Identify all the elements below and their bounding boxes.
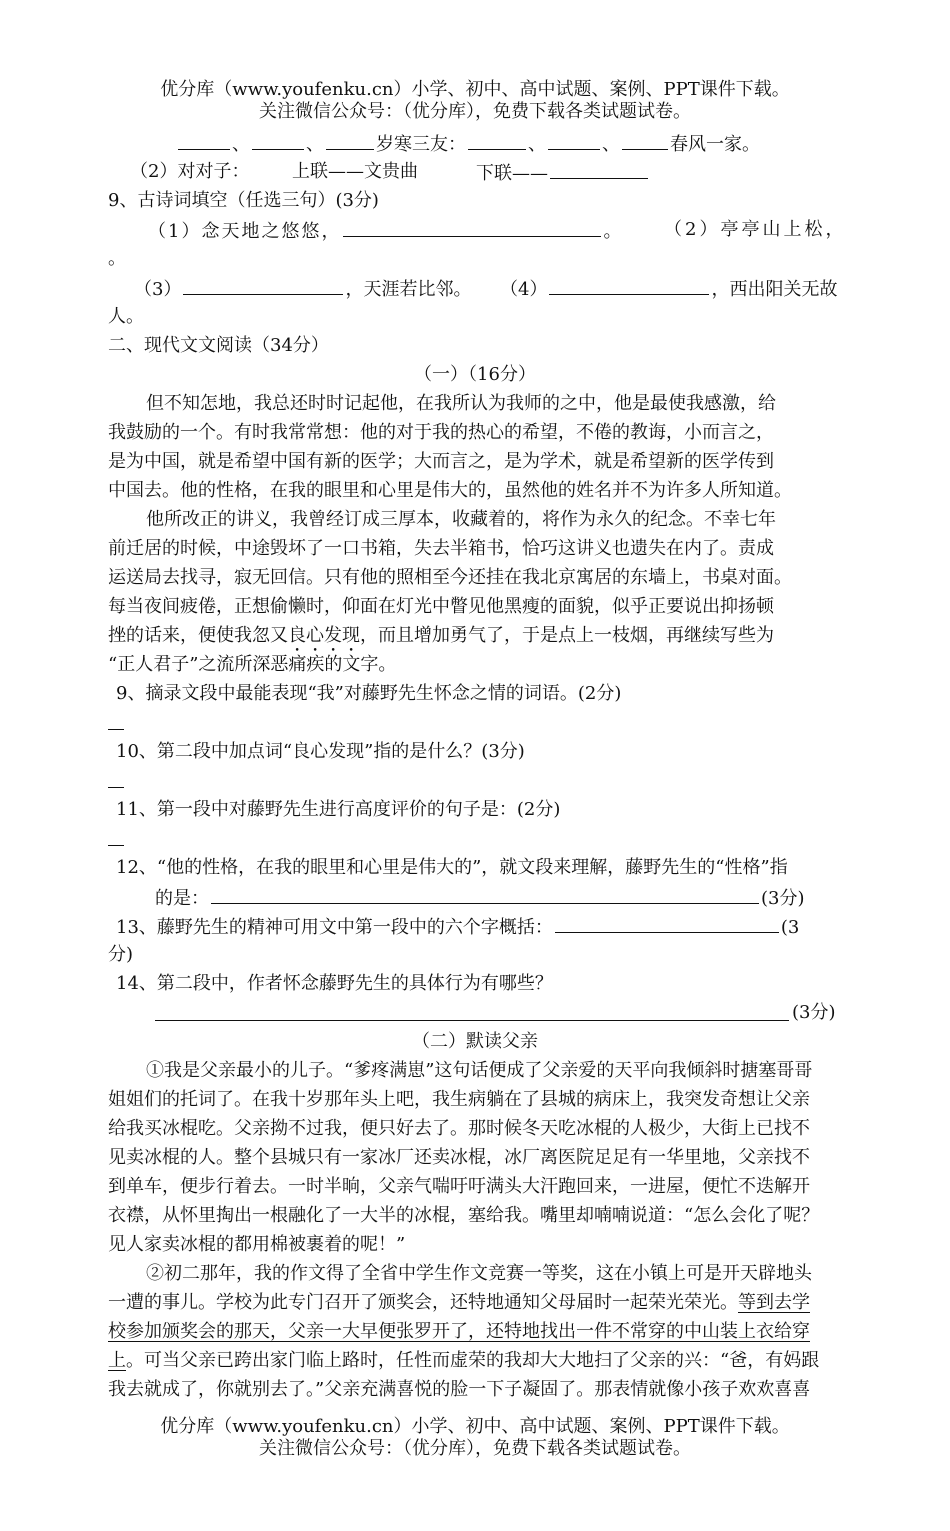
answer-blank[interactable] — [468, 131, 526, 150]
q13-answer-blank[interactable] — [555, 914, 779, 933]
passage2-line: 见人家卖冰棍的都用棉被裹着的呢！” — [108, 1234, 406, 1255]
answer-blank[interactable] — [326, 131, 374, 150]
answer-line[interactable] — [108, 729, 124, 730]
passage1-line: 但不知怎地，我总还时时记起他，在我所认为我师的之中，他是最使我感激，给 — [146, 393, 776, 414]
passage2-underlined-line: 校参加颁奖会的那天，父亲一大早便张罗开了，还特地找出一件不常穿的中山装上衣给穿 — [108, 1321, 810, 1342]
text-run: 一遭的事儿。学校为此专门召开了颁奖会，还特地通知父母届时一起荣光荣光。 — [108, 1292, 738, 1313]
poem-item-2-cont: 。 — [108, 248, 126, 269]
passage2-line — [108, 1291, 810, 1315]
passage2-line: ①我是父亲最小的儿子。“爹疼满崽”这句话便成了父亲爱的天平向我倾斜时搪塞哥哥 — [146, 1060, 813, 1081]
passage1-line — [108, 624, 774, 656]
header-line-2: 关注微信公众号：（优分库），免费下载各类试题试卷。 — [259, 101, 691, 122]
passage2-line: 衣襟，从怀里掏出一根融化了一大半的冰棍，塞给我。嘴里却喃喃说道：“怎么会化了呢？ — [108, 1205, 820, 1226]
question-12-line-2 — [155, 885, 805, 911]
poem-item-1 — [148, 218, 623, 244]
q13-label: 13、藤野先生的精神可用文中第一段中的六个字概括： — [116, 917, 553, 938]
question-11: 11、第一段中对藤野先生进行高度评价的句子是：(2分) — [116, 799, 561, 820]
question-13-cont: 分) — [108, 944, 134, 965]
underlined-text: 上 — [108, 1350, 126, 1371]
passage1-line: 中国去。他的性格，在我的眼里和心里是伟大的，虽然他的姓名并不为许多人所知道。 — [108, 480, 792, 501]
question-14: 14、第二段中，作者怀念藤野先生的具体行为有哪些？ — [116, 973, 553, 994]
q12-answer-blank[interactable] — [211, 885, 759, 904]
chun-feng-label: 春风一家。 — [670, 134, 760, 155]
question-12-line-1: 12、“他的性格，在我的眼里和心里是伟大的”，就文段来理解，藤野先生的“性格”指 — [116, 857, 788, 878]
question-9: 9、摘录文段中最能表现“我”对藤野先生怀念之情的词语。(2分) — [116, 683, 622, 704]
q13-score: (3 — [780, 917, 800, 938]
xialian-blank[interactable] — [550, 160, 648, 179]
passage1-line: “正人君子”之流所深恶痛疾的文字。 — [108, 654, 397, 675]
part-2-title: （二）默读父亲 — [412, 1031, 538, 1052]
q12-label: 的是： — [155, 888, 209, 909]
q14-score: (3分) — [792, 1002, 836, 1023]
q14-answer-line[interactable] — [155, 1020, 789, 1021]
passage2-line: 我去就成了，你就别去了。”父亲充满喜悦的脸一下子凝固了。那表情就像小孩子欢欢喜喜 — [108, 1379, 811, 1400]
passage2-line: 见卖冰棍的人。整个县城只有一家冰厂还卖冰棍，冰厂离医院足足有一华里地，父亲找不 — [108, 1147, 810, 1168]
answer-blank[interactable] — [622, 131, 668, 150]
shanglian: 上联——文贵曲 — [292, 161, 418, 182]
passage1-line: 我鼓励的一个。有时我常常想：他的对于我的热心的希望，不倦的教诲，小而言之， — [108, 422, 774, 443]
separator: 、 — [232, 134, 250, 155]
answer-blank[interactable] — [548, 131, 600, 150]
poem-question-title: 9、古诗词填空（任选三句）(3分) — [108, 190, 379, 211]
text-run: ，而且增加勇气了，于是点上一枝烟，再继续写些为 — [360, 625, 774, 646]
separator: 、 — [306, 134, 324, 155]
poem-4-blank[interactable] — [549, 276, 709, 295]
header-line-1: 优分库（www.youfenku.cn）小学、初中、高中试题、案例、PPT课件下载。 — [160, 79, 790, 100]
section-2-title: 二、现代文文阅读（34分） — [108, 335, 329, 356]
passage1-line: 是为中国，就是希望中国有新的医学；大而言之，是为学术，就是希望新的医学传到 — [108, 451, 774, 472]
poem-3-suffix: ，天涯若比邻。 — [345, 279, 472, 300]
passage2-line: 到单车，便步行着去。一时半晌，父亲气喘吁吁满头大汗跑回来，一进屋，便忙不迭解开 — [108, 1176, 810, 1197]
passage1-line: 每当夜间疲倦，正想偷懒时，仰面在灯光中瞥见他黑瘦的面貌，似乎正要说出抑扬顿 — [108, 596, 774, 617]
passage1-line: 前迁居的时候，中途毁坏了一口书箱，失去半箱书，恰巧这讲义也遗失在内了。责成 — [108, 538, 774, 559]
xialian-label: 下联—— — [476, 163, 548, 184]
q8-part2-label: （2）对对子： — [130, 161, 250, 182]
dotted-term: 良心发现 — [288, 625, 360, 646]
q12-score: (3分) — [761, 888, 805, 909]
poem-1-end: 。 — [603, 221, 624, 242]
passage2-line — [108, 1349, 819, 1373]
poem-1-label: （1）念天地之悠悠， — [148, 221, 342, 242]
question-13 — [116, 914, 799, 940]
passage1-line: 运送局去找寻，寂无回信。只有他的照相至今还挂在我北京寓居的东墙上，书桌对面。 — [108, 567, 792, 588]
passage2-line: ②初二那年，我的作文得了全省中学生作文竞赛一等奖，这在小镇上可是开天辟地头 — [146, 1263, 812, 1284]
poem-3-label: （3） — [134, 279, 182, 300]
poem-item-3 — [134, 276, 471, 302]
poem-item-2: （2）亭亭山上松， — [664, 219, 847, 240]
answer-line[interactable] — [108, 787, 124, 788]
footer-line-2: 关注微信公众号：（优分库），免费下载各类试题试卷。 — [259, 1438, 691, 1459]
xialian — [476, 160, 650, 186]
answer-blank[interactable] — [252, 131, 304, 150]
passage2-line: 给我买冰棍吃。父亲拗不过我，便只好去了。那时候冬天吃冰棍的人极少，大街上已找不 — [108, 1118, 810, 1139]
underlined-text: 等到去学 — [738, 1292, 810, 1313]
q8-blanks-row — [176, 131, 760, 157]
answer-line[interactable] — [108, 845, 124, 846]
text-run: 挫的话来，便使我忽又 — [108, 625, 288, 646]
answer-blank[interactable] — [178, 131, 230, 150]
poem-item-4 — [500, 276, 837, 302]
passage2-line: 姐姐们的托词了。在我十岁那年头上吧，我生病躺在了县城的病床上，我突发奇想让父亲 — [108, 1089, 810, 1110]
question-10: 10、第二段中加点词“良心发现”指的是什么？(3分) — [116, 741, 525, 762]
separator: 、 — [602, 134, 620, 155]
poem-3-blank[interactable] — [183, 276, 343, 295]
poem-4-suffix: ，西出阳关无故 — [711, 279, 838, 300]
separator: 、 — [528, 134, 546, 155]
text-run: 。可当父亲已跨出家门临上路时，任性而虚荣的我却大大地扫了父亲的兴：“爸，有妈跟 — [126, 1350, 820, 1371]
poem-item-4-cont: 人。 — [108, 306, 144, 327]
footer-line-1: 优分库（www.youfenku.cn）小学、初中、高中试题、案例、PPT课件下载。 — [160, 1416, 790, 1437]
poem-1-blank[interactable] — [343, 218, 601, 237]
part-1-title: （一）（16分） — [414, 364, 536, 385]
passage1-line: 他所改正的讲义，我曾经订成三厚本，收藏着的，将作为永久的纪念。不幸七年 — [146, 509, 776, 530]
poem-4-label: （4） — [500, 279, 548, 300]
sui-han-label: 岁寒三友： — [376, 134, 466, 155]
